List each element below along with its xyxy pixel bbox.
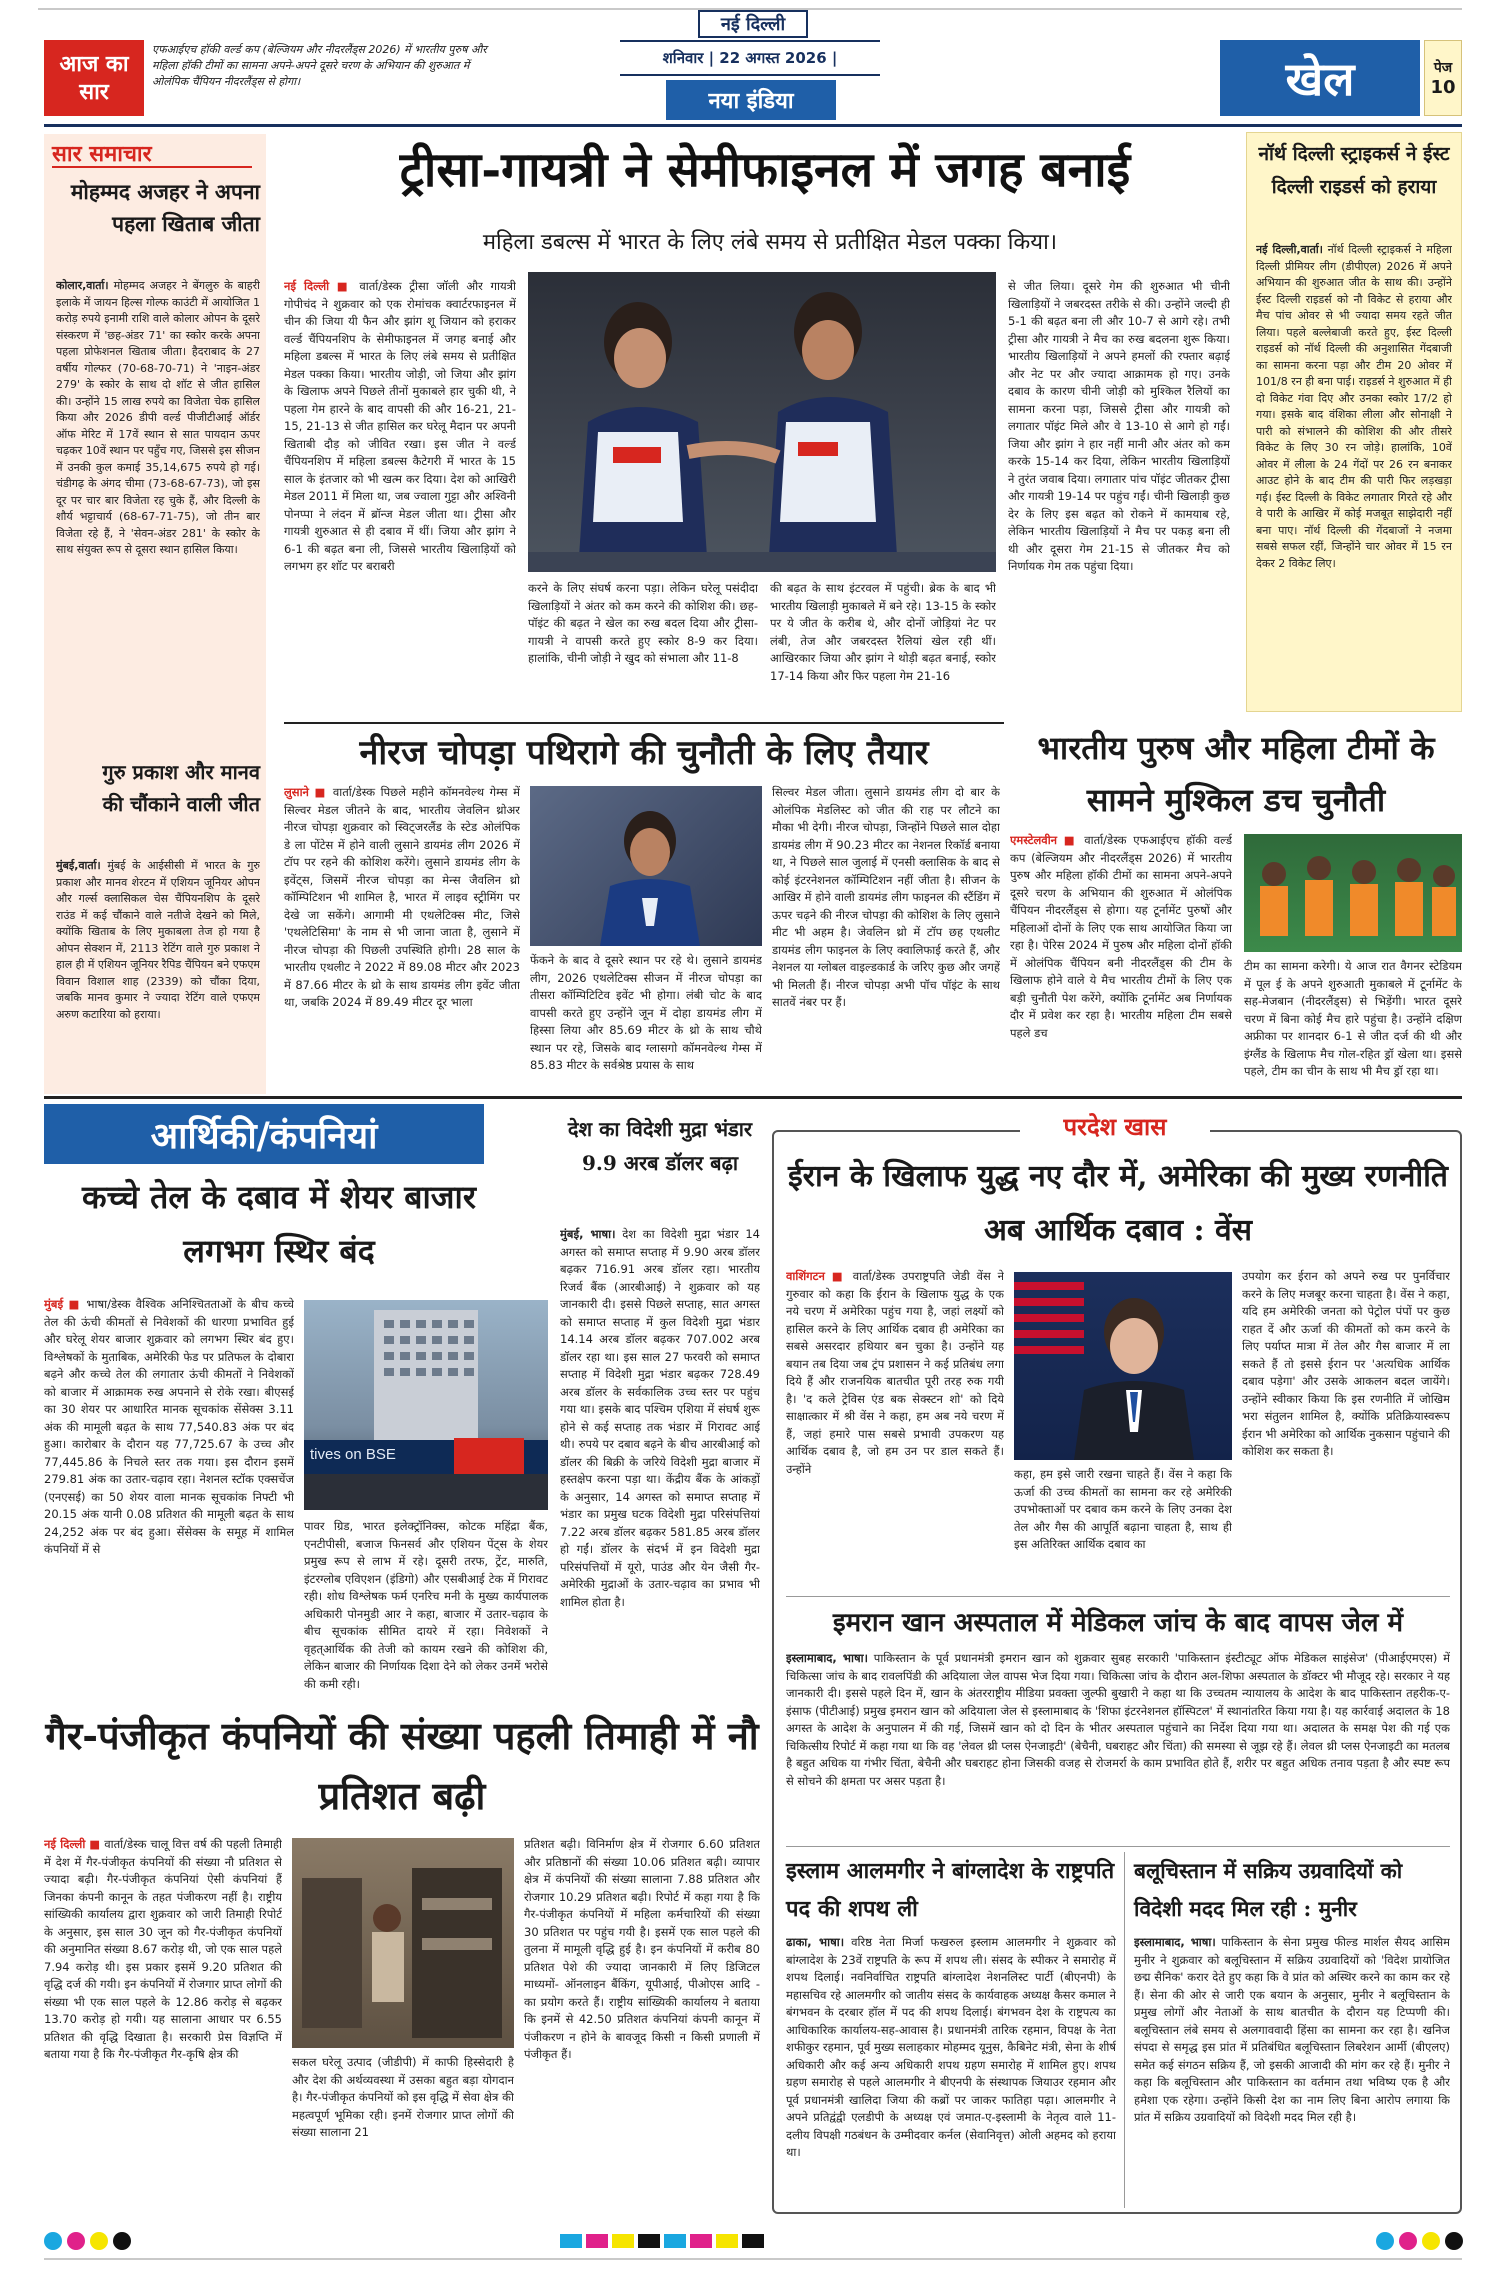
lead-col-3: की बढ़त के साथ इंटरवल में पहुंची। ब्रेक के बाद भी भारतीय खिलाड़ी मुकाबले में बने रहे। 13-15 के स्कोर पर ये जीत के करीब थे, और दोनों जोड़ियां नेट पर लंबी, तेज और जबरदस्त रैलियां खेल रही थीं। आखिरकार जिया और झांग ने थोड़ी बढ़त बनाई, स्कोर 17-14 किया और फिर पहला गेम 21-16 [770, 581, 996, 683]
lead-dateline-sep: ■ [336, 279, 352, 293]
north-delhi-body: नॉर्थ दिल्ली स्ट्राइकर्स ने महिला दिल्ली प्रीमियर लीग (डीपीएल) 2026 में अपने अभियान की शुरुआत जीत के साथ की। उन्होंने ईस्ट दिल्ली राइडर्स को नौ विकेट से हराया और मैच पांच ओवर से भी ज्यादा समय रहते जीत लिया। पहले बल्लेबाजी करते हुए, ईस्ट दिल्ली राइडर्स को नॉर्थ दिल्ली की अनुशासित गेंदबाजी का सामना करना पड़ा और टीम 20 ओवर में 101/8 रन ही बना पाई। राइडर्स ने शुरुआत में ही दो विकेट गंवा दिए और उनका स्कोर 17/2 हो गया। इसके बाद वंशिका लीला और सोनाक्षी ने पारी को संभालने की कोशिश की और तीसरे विकेट के लिए 30 रन जोड़े। हालांकि, 10वें ओवर में लीला के 24 गेंदों पर 26 रन बनाकर आउट होने के बाद टीम की पारी फिर लड़खड़ा गई। ईस्ट दिल्ली के विकेट लगातार गिरते रहे और वे पारी के आखिर में कोई मजबूत साझेदारी नहीं बना पाए। नॉर्थ दिल्ली की गेंदबाजों ने नजमा सबसे सफल रहीं, जिन्होंने चार ओवर में 15 रन देकर 2 विकेट लिए। [1256, 243, 1452, 570]
neeraj-col-2: फेंकने के बाद वे दूसरे स्थान पर रहे थे। लुसाने डायमंड लीग, 2026 एथलेटिक्स सीजन में नीरज चोपड़ा का तीसरा कॉम्पिटिटिव इवेंट भी होगा। लंबी चोट के बाद वापसी करते हुए उन्होंने जून में दोहा डायमंड लीग में हिस्सा लिया और 85.69 मीटर के थ्रो के साथ चौथे स्थान पर रहे, जिसके बाद ग्लासगो कॉमनवेल्थ गेम्स में 85.83 मीटर के सर्वश्रेष्ठ प्रयास के साथ [530, 953, 762, 1072]
unreg-col-2: सकल घरेलू उत्पाद (जीडीपी) में काफी हिस्सेदारी है और देश की अर्थव्यवस्था में उसका बहुत बड़ा योगदान है। गैर-पंजीकृत कंपनियों को इस वृद्धि में सेवा क्षेत्र की महत्वपूर्ण भूमिका रही। इनमें रोजगार प्राप्त लोगों की संख्या सालाना 21 [292, 2055, 514, 2139]
us-iran-headline: ईरान के खिलाफ युद्ध नए दौर में, अमेरिका की मुख्य रणनीति अब आर्थिक दबाव : वेंस [787, 1159, 1449, 1248]
us-agency: वार्ता/डेस्क [852, 1269, 895, 1283]
crude-col-1 [44, 1296, 294, 1696]
cyan-dot [44, 2232, 62, 2250]
masthead-rule [44, 124, 1462, 127]
us-dateline-sep: ■ [831, 1269, 846, 1283]
hockey-photo [1244, 834, 1462, 952]
forex-body: देश का विदेशी मुद्रा भंडार 14 अगस्त को समाप्त सप्ताह में 9.90 अरब डॉलर बढ़कर 716.91 अरब डॉलर रहा। भारतीय रिजर्व बैंक (आरबीआई) ने शुक्रवार को यह जानकारी दी। इससे पिछले सप्ताह, सात अगस्त को समाप्त सप्ताह में कुल विदेशी मुद्रा भंडार 14.14 अरब डॉलर बढ़कर 707.002 अरब डॉलर रहा था। इस साल 27 फरवरी को समाप्त सप्ताह में विदेशी मुद्रा भंडार बढ़कर 728.49 अरब डॉलर के सर्वकालिक उच्च स्तर पर पहुंच गया था। इसके बाद पश्चिम एशिया में संघर्ष शुरू होने से कई सप्ताह तक भंडार में गिरावट आई थी। रुपये पर दबाव बढ़ने के बीच आरबीआई को डॉलर की बिक्री के जरिये विदेशी मुद्रा बाजार में हस्तक्षेप करना पड़ा था। केंद्रीय बैंक के आंकड़ों के अनुसार, 14 अगस्त को समाप्त सप्ताह में भंडार का प्रमुख घटक विदेशी मुद्रा परिसंपत्तियां 7.22 अरब डॉलर बढ़कर 581.85 अरब डॉलर हो गईं। डॉलर के संदर्भ में इन विदेशी मुद्रा परिसंपत्तियों में यूरो, पाउंड और येन जैसी गैर-अमेरिकी मुद्राओं के उतार-चढ़ाव का प्रभाव भी शामिल होता है। [560, 1227, 760, 1609]
forex-dateline: मुंबई, भाषा। [560, 1227, 616, 1241]
bottom-color-bar [560, 2234, 768, 2248]
bottom-registration-right [1376, 2232, 1468, 2250]
bangladesh-body: वरिष्ठ नेता मिर्जा फखरुल इस्लाम आलमगीर ने शुक्रवार को बांग्लादेश के 23वें राष्ट्रपति के रूप में शपथ ली। संसद के स्पीकर ने समारोह में शपथ दिलाई। नवनिर्वाचित राष्ट्रपति बांग्लादेश नेशनलिस्ट पार्टी (बीएनपी) के महासचिव रहे आलमगीर को जातीय संसद के कार्यवाहक अध्यक्ष कैसर कमाल ने बंगभवन के दरबार हॉल में पद की शपथ दिलाई। बंगभवन देश के राष्ट्रपत्य का आधिकारिक कार्यालय-सह-आवास है। प्रधानमंत्री तारिक रहमान, विपक्ष के नेता शफीकुर रहमान, पूर्व मुख्य सलाहकार मोहम्मद यूनुस, कैबिनेट मंत्री, सेना के शीर्ष अधिकारी और कई अन्य अधिकारी शपथ ग्रहण समारोह में शामिल हुए। शपथ ग्रहण समारोह से पहले आलमगीर ने बीएनपी के संस्थापक जियाउर रहमान और पूर्व प्रधानमंत्री खालिदा जिया की कब्रों पर जाकर फातिहा पढ़ा। आलमगीर ने अपने प्रतिद्वंद्वी एलडीपी के अध्यक्ष एवं जमात-ए-इस्लामी के नेतृत्व वाले 11-दलीय विपक्षी गठबंधन के उम्मीदवार कर्नल (सेवानिवृत्त) ओली अहमद को हराया था। [786, 1935, 1116, 2159]
badminton-illustration [528, 272, 996, 572]
hockey-col-1-text: एफआईएच हॉकी वर्ल्ड कप (बेल्जियम और नीदरलैंड्स 2026) में भारतीय पुरुष और महिला हॉकी टीमों का सामना अपने-अपने दूसरे चरण के अभियान की शुरुआत में ओलंपिक चैंपियन नीदरलैंड्स से होगा। यह टूर्नामेंट पुरुषों और महिलाओं दोनों के लिए एक साथ आयोजित किया जा रहा है। पेरिस 2024 में पुरुष और महिला दोनों हॉकी में ओलंपिक चैंपियन बनी नीदरलैंड्स की टीम के खिलाफ होने वाले ये मैच भारतीय टीमों के लिए एक बड़ी चुनौती पेश करेंगे, क्योंकि टूर्नामेंट अब निर्णायक दौर में प्रवेश कर रहा है। भारतीय महिला टीम सबसे पहले डच [1010, 833, 1232, 1040]
us-col-3: उपयोग कर ईरान को अपने रुख पर पुनर्विचार करने के लिए मजबूर करना चाहता है। वेंस ने कहा, यदि हम अमेरिकी जनता को पेट्रोल पंपों पर कुछ राहत दें और ऊर्जा की कीमतों को कम करने के लिए पर्याप्त मात्रा में तेल और गैस बाजार में ला सकते हैं तो इससे ईरान पर 'अत्यधिक आर्थिक दबाव पड़ेगा' और उसके आकलन बदल जायेंगे। उन्होंने स्वीकार किया कि इस रणनीति में जोखिम भरा संतुलन शामिल है, क्योंकि प्रतिक्रियास्वरूप ईरान भी अमेरिका को आर्थिक नुकसान पहुंचाने की कोशिश कर सकता है। [1242, 1269, 1450, 1458]
azhar-story [56, 278, 260, 756]
lead-agency: वार्ता/डेस्क [359, 279, 402, 293]
unreg-col-1 [44, 1836, 282, 2212]
unreg-col-3: प्रतिशत बढ़ी। विनिर्माण क्षेत्र में रोजगार 6.60 प्रतिशत और प्रतिष्ठानों की संख्या 10.06 प्रतिशत बढ़ी। व्यापार क्षेत्र में कंपनियों की संख्या सालाना 7.88 प्रतिशत और रोजगार 10.29 प्रतिशत बढ़ी। रिपोर्ट में कहा गया है कि गैर-पंजीकृत कंपनियों में महिला कर्मचारियों की संख्या 30 प्रतिशत पर पहुंच गयी है। इसमें एक साल पहले की तुलना में मामूली वृद्धि हुई है। इन कंपनियों में करीब 80 प्रतिशत पेशे की ज्यादा जानकारी में लिए डिजिटल माध्यमों- ऑनलाइन बैंकिंग, यूपीआई, पीओएस आदि - का प्रयोग करते हैं। राष्ट्रीय सांख्यिकी कार्यालय ने बताया कि इनमें से 42.50 प्रतिशत कंपनियां कंपनी कानून में पंजीकरण न होने के बावजूद किसी न किसी प्रणाली में पंजीकृत हैं। [524, 1837, 760, 2061]
unreg-dateline-sep: ■ [89, 1837, 101, 1851]
hockey-dateline: एमस्टेलवीन [1010, 833, 1058, 847]
forex-story [560, 1226, 760, 1696]
hockey-team-illustration [1244, 834, 1462, 952]
economy-banner-label: आर्थिकी/कंपनियां [150, 1114, 378, 1157]
aaj-ka-saar-label: आज का सार [59, 51, 129, 105]
yellow-dot [90, 2232, 108, 2250]
hockey-agency: वार्ता/डेस्क [1084, 833, 1127, 847]
unreg-dateline: नई दिल्ली [44, 1837, 86, 1851]
section-label: खेल [1285, 52, 1355, 106]
bottom-rule [44, 2258, 1462, 2260]
north-delhi-headline: नॉर्थ दिल्ली स्ट्राइकर्स ने ईस्ट दिल्ली राइडर्स को हराया [1258, 143, 1450, 198]
guru-prakash-body: मुंबई के आईसीसी में भारत के गुरु प्रकाश और मानव शेरटन में एशियन जूनियर ओपन और गर्ल्स क्लासिकल चेस चैंपियनशिप के दूसरे राउंड में कई चौंकाने वाले नतीजे देखने को मिले, क्योंकि खिताब के लिए मुकाबला तेज हो गया है ओपन सेक्शन में, 2113 रेटिंग वाले गुरु प्रकाश ने हाल ही में एशियन जूनियर रैपिड चैंपियन बने एफएम विवान विशाल शाह (2339) को चौंका दिया, जबकि मानव कुमार ने ज्यादा रेटिंग वाले एफएम अरुण कटारिया को हराया। [56, 859, 260, 1021]
badminton-photo [528, 272, 996, 572]
north-delhi-dateline: नई दिल्ली,वार्ता। [1256, 243, 1323, 256]
neeraj-photo [530, 786, 762, 946]
lead-col-1 [284, 278, 516, 718]
crude-dateline-sep: ■ [68, 1297, 82, 1311]
lead-subhead: महिला डबल्स में भारत के लिए लंबे समय से प्रतीक्षित मेडल पक्का किया। [482, 230, 1058, 255]
sar-samachar-label: सार समाचार [52, 138, 252, 168]
pardesh-label: परदेश खास [1063, 1111, 1167, 1141]
imran-dateline: इस्लामाबाद, भाषा। [786, 1651, 868, 1665]
neeraj-dateline: लुसाने [284, 785, 309, 799]
neeraj-headline: नीरज चोपड़ा पथिरागे की चुनौती के लिए तैयार [359, 733, 929, 773]
bottom-registration-left [44, 2232, 136, 2250]
hockey-col-1 [1010, 832, 1232, 1084]
date-text: शनिवार | 22 अगस्त 2026 | [662, 49, 838, 67]
paper-name-box [666, 80, 836, 120]
crude-agency: भाषा/डेस्क [86, 1297, 131, 1311]
page-number: 10 [1430, 77, 1456, 98]
factory-photo [292, 1838, 514, 2048]
lead-col-4: से जीत लिया। दूसरे गेम की शुरुआत भी चीनी खिलाड़ियों ने जबरदस्त तरीके से की। उन्होंने जल्दी ही 5-1 की बढ़त बना ली और 10-7 से आगे रहे। तभी ट्रीसा और गायत्री ने मैच का रुख बदलना शुरू किया। भारतीय खिलाड़ियों ने अपने हमलों की रफ्तार बढ़ाई और नेट पर और ज्यादा आक्रामक हो गए। उनके दबाव के कारण चीनी जोड़ी को मुश्किल रैलियों का सामना करना पड़ा, जिससे ट्रीसा और गायत्री को लगातार पॉइंट मिले और वे 13-10 से आगे हो गईं। जिया और झांग ने हार नहीं मानी और अंतर को कम करके 15-14 कर दिया, लेकिन भारतीय खिलाड़ियों ने तुरंत जवाब दिया। लगातार पांच पॉइंट जीतकर ट्रीसा और गायत्री 19-14 पर पहुंच गईं। चीनी खिलाड़ी कुछ देर के लिए इस बढ़त को रोकने में कामयाब रहे, लेकिन भारतीय खिलाड़ियों ने मैच पर पकड़ बना ली थी और दूसरा गेम 21-15 से जीतकर मैच को निर्णायक गेम तक पहुंचा दिया। [1008, 279, 1230, 573]
azhar-headline: मोहम्मद अजहर ने अपना पहला खिताब जीता [70, 179, 260, 236]
bangladesh-story [786, 1934, 1116, 2208]
crude-headline: कच्चे तेल के दबाव में शेयर बाजार लगभग स्थिर बंद [82, 1178, 476, 1270]
lead-headline: ट्रीसा-गायत्री ने सेमीफाइनल में जगह बनाई [399, 142, 1131, 198]
bangladesh-dateline: ढाका, भाषा। [786, 1935, 845, 1949]
neeraj-col-3: सिल्वर मेडल जीता। लुसाने डायमंड लीग दो बार के ओलंपिक मेडलिस्ट को जीत की राह पर लौटने का मौका भी देगी। नीरज चोपड़ा, जिन्होंने पिछले साल दोहा डायमंड लीग में 90.23 मीटर का नेशनल रिकॉर्ड बनाया था, ने पिछले साल जुलाई में एनसी क्लासिक के बाद से कोई इंटरनेशनल कॉम्पिटिशन नहीं जीता है। सीजन के आखिर में होने वाली डायमंड लीग फाइनल की स्टैंडिंग में ऊपर चढ़ने की नीरज चोपड़ा की कोशिश के लिए लुसाने मीट भी अहम है। जेवलिन थ्रो में टॉप छह एथलीट डायमंड लीग फाइनल के लिए क्वालिफाई करते हैं, और नेशनल या ग्लोबल वाइल्डकार्ड के जरिए कुछ और जगहें भी मिलती हैं। नीरज चोपड़ा अभी पॉच पॉइंट के साथ सातवें नंबर पर हैं। [772, 785, 1000, 1009]
neeraj-dateline-sep: ■ [314, 785, 328, 799]
bangladesh-headline: इस्लाम आलमगीर ने बांग्लादेश के राष्ट्रपति पद की शपथ ली [786, 1858, 1115, 1922]
economy-banner [44, 1104, 484, 1164]
aaj-ka-saar-box [44, 40, 144, 116]
us-col-1-text: उपराष्ट्रपति जेडी वेंस ने गुरुवार को कहा कि ईरान के खिलाफ युद्ध के एक नये चरण में अमेरिका पहुंच गया है, जहां लक्ष्यों को हासिल करने के लिए आर्थिक दबाव ही अमेरिका का सबसे असरदार हथियार बन चुका है। उन्होंने यह बयान तब दिया जब ट्रंप प्रशासन ने कई प्रतिबंध लगा दिये हैं और राजनयिक बातचीत पूरी तरह रुक गयी है। 'द कले ट्रेविस एंड बक सेक्स्टन शो' को दिये साक्षात्कार में श्री वेंस ने कहा, हम अब नये चरण में हैं, जहां हमारे पास सबसे प्रभावी उपकरण यह आर्थिक दबाव है, जो हम उन पर डाल सकते हैं। उन्होंने [786, 1269, 1004, 1476]
neeraj-agency: वार्ता/डेस्क [332, 785, 376, 799]
unreg-agency: वार्ता/डेस्क [104, 1837, 147, 1851]
balochistan-dateline: इस्लामाबाद, भाषा। [1134, 1935, 1216, 1949]
azhar-body: मोहम्मद अजहर ने बेंगलुरु के बाहरी इलाके में जायन हिल्स गोल्फ काउंटी में आयोजित 1 करोड़ रुपये इनामी राशि वाले कोलार ओपन के दूसरे संस्करण में 'छह-अंडर 71' का स्कोर करके अपना पहला प्रोफेशनल खिताब जीता। हैदराबाद के 27 वर्षीय गोल्फर (70-68-70-71) ने 'नाइन-अंडर 279' के स्कोर के साथ दो शॉट से जीत हासिल की। उन्होंने 15 लाख रुपये का विजेता चेक हासिल किया और 2026 डीपी वर्ल्ड पीजीटीआई ऑर्डर ऑफ मेरिट में 17वें स्थान से सात पायदान ऊपर चढ़कर 10वें स्थान पर पहुँच गए, जिससे इस सीजन में उनकी कुल कमाई 35,14,675 रुपये हो गई। चंडीगढ़ के अंगद चीमा (73-68-67-73), जो इस दूर पर चार बार विजेता रह चुके हैं, और दिल्ली के शौर्य भट्टाचार्य (68-67-71-75), जो तीन बार विजेता रहे हैं, ने 'सेवन-अंडर 281' के स्कोर के साथ संयुक्त रूप से दूसरा स्थान हासिल किया। [56, 279, 260, 556]
page-label: पेज [1433, 60, 1453, 76]
us-col-2: कहा, हम इसे जारी रखना चाहते हैं। वेंस ने कहा कि ऊर्जा की उच्च कीमतों का सामना कर रहे अमेरिकी उपभोक्ताओं पर दबाव कम करने के लिए उनका देश तेल और गैस की आपूर्ति बढ़ाना चाहता है, साथ ही इस अतिरिक्त आर्थिक दबाव का [1014, 1467, 1232, 1551]
lead-col-1-text: ट्रीसा जॉली और गायत्री गोपीचंद ने शुक्रवार को एक रोमांचक क्वार्टरफाइनल में चीन की जिया यी फैन और झांग शू जियान को हराकर वर्ल्ड चैंपियनशिप के सेमीफाइनल में जगह बनाई और महिला डबल्स में भारत के लिए लंबे समय से प्रतीक्षित मेडल पक्का किया। भारतीय जोड़ी, जो जिया और झांग के खिलाफ अपने पिछले तीनों मुकाबले हार चुकी थी, ने पहला गेम हारने के बाद वापसी की और 16-21, 21-15, 21-13 से जीत हासिल कर घरेलू मैदान पर अपनी खिताबी दौड़ को जीवित रखा। इस जीत ने वर्ल्ड चैंपियनशिप में महिला डबल्स कैटेगरी में भारत के 15 साल के इंतजार को भी खत्म कर दिया। देश को आखिरी मेडल 2011 में मिला था, जब ज्वाला गुट्टा और अश्विनी पोनप्पा ने लंदन में ब्रॉन्ज मेडल जीता था। ट्रीसा और गायत्री शुरुआत से ही दबाव में थीं। जिया और झांग ने 6-1 की बढ़त बना ली, जिससे भारतीय खिलाड़ियों को लगभग हर शॉट पर बराबरी [284, 279, 516, 573]
bd-rule [786, 1846, 1450, 1847]
bse-building-illustration [304, 1300, 548, 1510]
athlete-illustration [530, 786, 762, 946]
balochistan-body: पाकिस्तान के सेना प्रमुख फील्ड मार्शल सैयद आसिम मुनीर ने शुक्रवार को बलूचिस्तान में सक्रिय उग्रवादियों को 'विदेश प्रायोजित छद्म सैनिक' करार देते हुए कहा कि वे प्रांत को अस्थिर करने का काम कर रहे हैं। सेना की ओर से जारी एक बयान के अनुसार, मुनीर ने बलूचिस्तान के प्रमुख लोगों और नेताओं के साथ बातचीत के दौरान यह टिप्पणी की। बलूचिस्तान लंबे समय से अलगाववादी हिंसा का सामना कर रहा है। खनिज संपदा से समृद्ध इस प्रांत में प्रतिबंधित बलूचिस्तान लिबरेशन आर्मी (बीएलए) समेत कई संगठन सक्रिय हैं, जो इसकी आजादी की मांग कर रहे हैं। मुनीर ने कहा कि बलूचिस्तान और पाकिस्तान का वर्तमान तथा भविष्य एक है और हमेशा एक रहेगा। उन्होंने किसी देश का नाम लिए बिना आरोप लगाया कि प्रांत में सक्रिय उग्रवादियों को विदेशी मदद मिल रही है। [1134, 1935, 1450, 2124]
lead-col-2: करने के लिए संघर्ष करना पड़ा। लेकिन घरेलू पसंदीदा खिलाड़ियों ने अंतर को कम करने की कोशिश की। छह-पॉइंट की बढ़त ने खेल का रुख बदल दिया और ट्रीसा-गायत्री ने वापसी करते हुए स्कोर 8-9 कर दिया। हालांकि, चीनी जोड़ी ने खुद को संभाला और 11-8 [528, 581, 758, 665]
bd-bal-divider [1124, 1852, 1125, 2208]
neeraj-col-1 [284, 784, 520, 1084]
hockey-headline: भारतीय पुरुष और महिला टीमों के सामने मुश्किल डच चुनौती [1037, 729, 1435, 819]
paper-name: नया इंडिया [708, 88, 794, 114]
guru-prakash-story [56, 858, 260, 1088]
mid-rule [44, 1096, 1462, 1099]
imran-body: पाकिस्तान के पूर्व प्रधानमंत्री इमरान खान को शुक्रवार सुबह सरकारी 'पाकिस्तान इंस्टीट्यूट ऑफ मेडिकल साइंसेज' (पीआईएमएस) में चिकित्सा जांच के बाद रावलपिंडी की अदियाला जेल वापस भेज दिया गया। चिकित्सा जांच के दौरान अल-शिफा अस्पताल के डॉक्टर भी मौजूद रहे। सरकार ने यह जानकारी दी। इससे पहले दिन में, खान के अंतरराष्ट्रीय मीडिया प्रवक्ता जुल्फी बुखारी ने कहा था कि उच्चतम न्यायालय के आदेश के बाद पाकिस्तान तहरीक-ए-इंसाफ (पीटीआई) प्रमुख इमरान खान को अदियाला जेल से इस्लामाबाद के 'शिफा इंटरनेशनल हॉस्पिटल' में स्थानांतरित किया गया है। यह कार्रवाई अदालत के 18 अगस्त के आदेश के अनुपालन में की गई, जिसमें खान को दो दिन के भीतर अस्पताल पहुंचाने का निर्देश दिया गया था। अदालत के समक्ष पेश की गई एक चिकित्सीय रिपोर्ट में कहा गया था कि वह 'लेवल थ्री प्लस ऐनजाइटी' (बेचैनी, घबराहट और चिंता) की समस्या से जूझ रहे हैं। लेवल थ्री प्लस ऐनजाइटी का मतलब है बहुत अधिक या गंभीर चिंता, बेचैनी और घबराहट होना जिसकी वजह से रोजमर्रा के काम प्रभावित होते हैं, शरीर पर बहुत अधिक तनाव पड़ता है और स्पष्ट रूप से सोचने की क्षमता पर असर पड़ता है। [786, 1651, 1450, 1788]
imran-headline: इमरान खान अस्पताल में मेडिकल जांच के बाद वापस जेल में [832, 1608, 1404, 1638]
unreg-col-1-text: चालू वित्त वर्ष की पहली तिमाही में देश में गैर-पंजीकृत कंपनियों की संख्या नौ प्रतिशत से ज्यादा बढ़ी। गैर-पंजीकृत कंपनियां ऐसी कंपनियां हैं जिनका कंपनी कानून के तहत पंजीकरण नहीं है। राष्ट्रीय सांख्यिकी कार्यालय द्वारा शुक्रवार को जारी तिमाही रिपोर्ट के अनुसार, इस साल 30 जून को गैर-पंजीकृत कंपनियों की अनुमानित संख्या 8.67 करोड़ थी, जो एक साल पहले 7.94 करोड़ थी। इस प्रकार इसमें 9.20 प्रतिशत की वृद्धि दर्ज की गयी। इन कंपनियों में रोजगार प्राप्त लोगों की संख्या भी एक साल पहले के 12.86 करोड़ से बढ़कर 13.70 करोड़ हो गयी। यह सालाना आधार पर 6.55 प्रतिशत की वृद्धि दिखाता है। सरकारी प्रेस विज्ञप्ति में बताया गया है कि गैर-पंजीकृत गैर-कृषि क्षेत्र की [44, 1837, 282, 2061]
azhar-dateline: कोलार,वार्ता। [56, 279, 109, 292]
imran-story [786, 1650, 1450, 1840]
balochistan-story [1134, 1934, 1450, 2208]
section-banner [1220, 40, 1420, 116]
neeraj-col-1-text: पिछले महीने कॉमनवेल्थ गेम्स में सिल्वर मेडल जीतने के बाद, भारतीय जेवलिन थ्रोअर नीरज चोपड़ा शुक्रवार को स्विट्जरलैंड के स्टेड ओलंपिक डे ला पोंटेस में होने वाली लुसाने डायमंड लीग 2026 में टॉप पर रहने की कोशिश करेंगे। लुसाने डायमंड लीग के इवेंट्स, जिसमें नीरज चोपड़ा का मेन्स जैवलिन थ्रो कॉम्पिटिशन भी शामिल है, भारत में लाइव स्ट्रीमिंग पर देखे जा सकेंगे। आगामी मी एथलेटिक्स मीट, जिसे 'एथलेटिसिमा' के नाम से भी जाना जाता है, लुसाने में नीरज चोपड़ा की पिछली उपस्थिति होगी। 28 साल के भारतीय एथलीट ने 2022 में 89.08 मीटर और 2023 में 87.66 मीटर के थ्रो के साथ डायमंड लीग इवेंट जीता था, जबकि 2024 में 89.49 मीटर दूर भाला [284, 785, 520, 1009]
magenta-dot [67, 2232, 85, 2250]
us-col-1 [786, 1268, 1004, 1588]
vance-photo [1014, 1272, 1232, 1460]
balochistan-headline: बलूचिस्तान में सक्रिय उग्रवादियों को विदेशी मदद मिल रही : मुनीर [1134, 1858, 1403, 1921]
unreg-headline: गैर-पंजीकृत कंपनियों की संख्या पहली तिमाही में नौ प्रतिशत बढ़ी [45, 1713, 759, 1818]
city-tab [698, 10, 808, 38]
crude-col-2: पावर ग्रिड, भारत इलेक्ट्रॉनिक्स, कोटक महिंद्रा बैंक, एनटीपीसी, बजाज फिनसर्व और एशियन पेंट्स के शेयर प्रमुख रूप से लाभ में रहे। दूसरी तरफ, ट्रेंट, मारुति, इंटरग्लोब एविएशन (इंडिगो) और एसबीआई टेक में गिरावट रही। शोध विश्लेषक फर्म एनरिच मनी के मुख्य कार्यपालक अधिकारी पोनमुडी आर ने कहा, बाजार में उतार-चढ़ाव के बीच सूचकांक सीमित दायरे में रहा। निवेशकों ने वृहत्आर्थिक की तेजी को कायम रखने की कोशिश की, लेकिन बाजार की निर्णायक दिशा देने को लेकर उनमें भरोसे की कमी रही। [304, 1519, 548, 1691]
city-label: नई दिल्ली [720, 14, 786, 35]
aaj-ka-saar-text: एफआईएच हॉकी वर्ल्ड कप (बेल्जियम और नीदरलैंड्स 2026) में भारतीय पुरुष और महिला हॉकी टीमों का सामना अपने-अपने दूसरे चरण के अभियान की शुरुआत में ओलंपिक चैंपियन नीदरलैंड्स से होगा। [152, 43, 487, 88]
crude-col-1-text: वैश्विक अनिश्चितताओं के बीच कच्चे तेल की ऊंची कीमतों से निवेशकों की धारणा प्रभावित हुई और घरेलू शेयर बाजार शुक्रवार को लगभग स्थिर बंद हुए। विश्लेषकों के मुताबिक, अमेरिकी फेड पर प्रतिफल के दोबारा बढ़ने और कच्चे तेल की लगातार ऊंची कीमतों ने निवेशकों को बाजार में आक्रामक रुख अपनाने से रोके रखा। बीएसई का 30 शेयर पर आधारित मानक सूचकांक सेंसेक्स 3.11 अंक की मामूली बढ़त के साथ 77,540.83 अंक पर बंद हुआ। कारोबार के दौरान यह 77,725.67 के उच्च और 77,445.86 के निचले स्तर तक गया। इस दौरान इसमें 279.81 अंक का उतार-चढ़ाव रहा। नेशनल स्टॉक एक्सचेंज (एनएसई) का 50 शेयर वाला मानक सूचकांक निफ्टी भी 20.15 अंक यानी 0.08 प्रतिशत की मामूली बढ़त के साथ 24,252 अंक पर बंद हुआ। सेंसेक्स के समूह में शामिल कंपनियों में से [44, 1297, 294, 1556]
speaker-with-flag-illustration [1014, 1272, 1232, 1460]
black-dot [113, 2232, 131, 2250]
pardesh-label-box [1020, 1106, 1210, 1146]
guru-prakash-headline: गुरु प्रकाश और मानव की चौंकाने वाली जीत [102, 760, 260, 816]
lead-dateline: नई दिल्ली [284, 279, 330, 293]
guru-prakash-dateline: मुंबई,वार्ता। [56, 859, 101, 872]
imran-rule [786, 1596, 1450, 1597]
north-delhi-story [1256, 242, 1452, 708]
us-dateline: वाशिंगटन [786, 1269, 825, 1283]
forex-headline: देश का विदेशी मुद्रा भंडार 9.9 अरब डॉलर बढ़ा [567, 1117, 753, 1175]
bse-photo [304, 1300, 548, 1510]
factory-worker-illustration [292, 1838, 514, 2048]
page-number-box [1424, 40, 1462, 116]
date-bar [620, 40, 880, 76]
hockey-dateline-sep: ■ [1063, 833, 1078, 847]
neeraj-rule [284, 722, 1004, 724]
hockey-col-2: टीम का सामना करेगी। ये आज रात वैगनर स्टेडियम में पूल ई के अपने शुरुआती मुकाबले में टूर्नामेंट के सह-मेजबान (नीदरलैंड्स) से भिड़ेंगी। भारत दूसरे चरण में बिना कोई मैच हारे पहुंचा है। उन्होंने दक्षिण अफ्रीका पर शानदार 6-1 से जीत दर्ज की थी और इंग्लैंड के खिलाफ मैच गोल-रहित ड्रॉ खेला था। इससे पहले, टीम का चीन के साथ भी मैच ड्रॉ रहा था। [1244, 959, 1462, 1078]
bse-sign-text: tives on BSE [310, 1446, 396, 1463]
crude-dateline: मुंबई [44, 1297, 64, 1311]
